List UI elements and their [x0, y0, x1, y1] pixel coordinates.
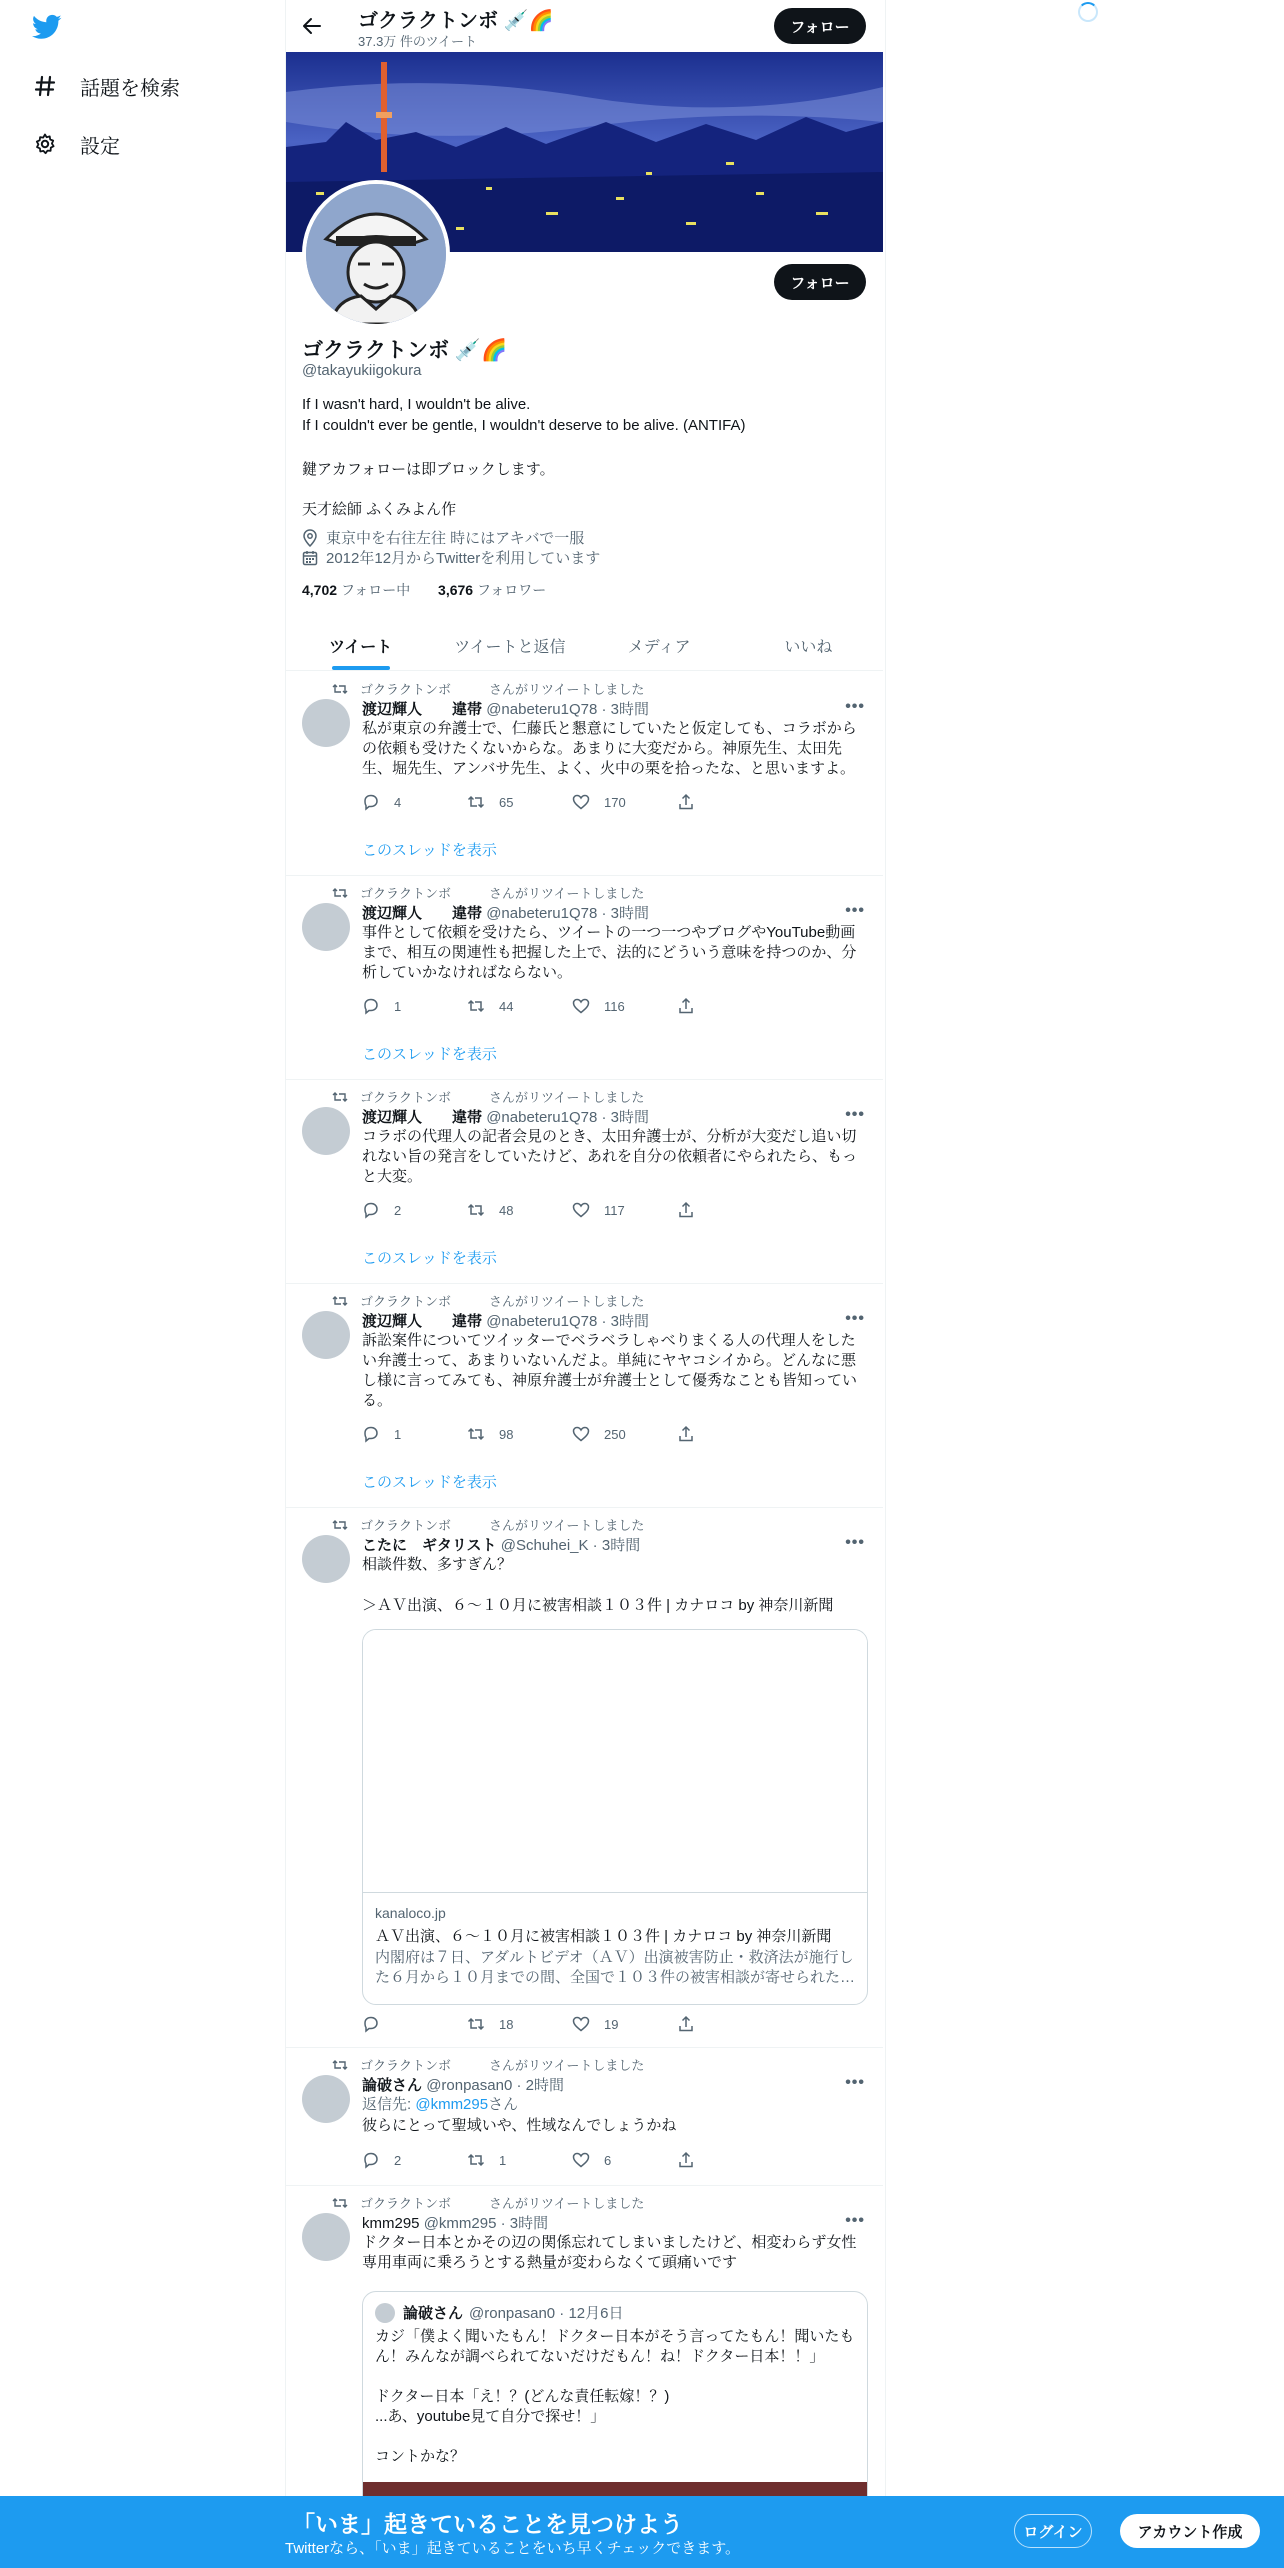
like-count: 6	[604, 2152, 612, 2168]
tweet-author-name[interactable]: kmm295	[362, 2215, 420, 2232]
tweet[interactable]	[286, 2185, 883, 2496]
retweet-suffix: さんがリツイートしました	[489, 682, 645, 697]
tweet-header	[362, 2074, 564, 2095]
more-options-icon[interactable]: •••	[845, 698, 865, 715]
like-count: 117	[604, 1202, 625, 1218]
tweet-header	[362, 2212, 548, 2233]
reply-button[interactable]	[362, 793, 467, 811]
tweet-author-handle[interactable]: @nabeteru1Q78 · 3時間	[486, 701, 649, 718]
tweet-text: 訴訟案件についてツイッターでベラベラしゃべりまくる人の代理人をしたい弁護士って、あまりいないんだよ。単純にヤヤコシイから。どんなに悪し様に言ってみても、神原弁護士が弁護士として優秀なことも皆知っている。	[362, 1332, 858, 1409]
tweet-actions	[362, 793, 782, 811]
loading-spinner-icon	[1078, 2, 1098, 22]
more-options-icon[interactable]: •••	[845, 2074, 865, 2091]
more-options-icon[interactable]: •••	[845, 1534, 865, 1551]
hashtag-icon	[30, 71, 60, 101]
tweet-actions	[362, 997, 782, 1015]
reply-button[interactable]	[362, 1201, 467, 1219]
tweet-actions	[362, 1201, 782, 1219]
tweet-header	[362, 1534, 640, 1555]
nav-settings[interactable]	[30, 124, 120, 164]
retweet-icon	[332, 2195, 348, 2211]
heart-icon	[572, 2151, 590, 2169]
profile-joined	[302, 547, 600, 568]
avatar[interactable]	[302, 1311, 350, 1359]
reply-icon	[362, 997, 380, 1015]
retweet-count: 18	[499, 2016, 514, 2032]
tweet-text: 私が東京の弁護士で、仁藤氏と懇意にしていたと仮定しても、コラボからの依頼も受けたくないからな。あまりに大変だから。神原先生、太田先生、堀先生、アンバサ先生、よく、火中の栗を拾ったな、と思いますよ。	[362, 720, 857, 777]
show-thread-link[interactable]: このスレッドを表示	[362, 1046, 497, 1063]
link-card-description: 内閣府は７日、アダルトビデオ（ＡＶ）出演被害防止・救済法が施行した６月から１０月までの間、全国で１０３件の被害相談が寄せられた…	[375, 1949, 855, 1986]
tweet-header	[362, 1106, 649, 1127]
back-arrow-icon[interactable]	[300, 14, 324, 38]
tweet[interactable]	[286, 671, 883, 876]
reply-context	[362, 2095, 862, 2115]
avatar[interactable]	[302, 2213, 350, 2261]
signup-banner-subtitle: Twitterなら、「いま」起きていることをいち早くチェックできます。	[285, 2540, 741, 2557]
share-button[interactable]	[677, 997, 782, 1015]
retweet-icon	[332, 1089, 348, 1105]
twitter-logo-icon[interactable]	[30, 12, 68, 46]
location-pin-icon	[302, 529, 320, 547]
share-button[interactable]	[677, 2151, 782, 2169]
tweet[interactable]	[286, 1507, 883, 2048]
show-thread-link[interactable]: このスレッドを表示	[362, 1474, 497, 1491]
retweet-context	[332, 1291, 644, 1310]
tweet-author-handle[interactable]: @Schuhei_K · 3時間	[500, 1537, 641, 1554]
reply-icon	[362, 2015, 380, 2033]
avatar[interactable]	[302, 903, 350, 951]
reply-icon	[362, 1425, 380, 1443]
tweet-text: コラボの代理人の記者会見のとき、太田弁護士が、分析が大変だし追い切れない旨の発言をしていたけど、あれを自分の依頼者にやられたら、もっと大変。	[362, 1128, 858, 1185]
heart-icon	[572, 1201, 590, 1219]
profile-avatar[interactable]	[302, 180, 450, 328]
tweet-author-handle[interactable]: @nabeteru1Q78 · 3時間	[486, 1109, 649, 1126]
retweet-suffix: さんがリツイートしました	[489, 886, 645, 901]
more-options-icon[interactable]: •••	[845, 1106, 865, 1123]
heart-icon	[572, 793, 590, 811]
link-card[interactable]	[362, 1629, 868, 2005]
retweet-icon	[332, 2057, 348, 2073]
calendar-icon	[302, 549, 320, 567]
profile-bio-line-2: If I couldn't ever be gentle, I wouldn't deserve to be alive. (ANTIFA)	[302, 417, 746, 434]
share-icon	[677, 1201, 695, 1219]
more-options-icon[interactable]: •••	[845, 1310, 865, 1327]
reply-icon	[362, 1201, 380, 1219]
retweet-icon	[467, 793, 485, 811]
tweet[interactable]	[286, 2047, 883, 2186]
retweeter-name[interactable]: ゴクラクトンボ	[360, 682, 452, 697]
tweet-author-name[interactable]: 渡辺輝人 違帯	[362, 1313, 483, 1330]
tweet-author-name[interactable]: 渡辺輝人 違帯	[362, 1109, 483, 1126]
tweet-text: 彼らにとって聖域いや、性域なんでしょうかね	[362, 2117, 677, 2134]
profile-tabs	[286, 620, 883, 671]
avatar[interactable]	[302, 1535, 350, 1583]
tweet-author-name[interactable]: 渡辺輝人 違帯	[362, 701, 483, 718]
quoted-tweet[interactable]	[362, 2291, 868, 2513]
retweet-icon	[467, 2151, 485, 2169]
nav-explore-label: 話題を検索	[80, 77, 180, 100]
retweet-icon	[467, 2015, 485, 2033]
tweet-text: ドクター日本とかその辺の関係忘れてしまいましたけど、相変わらず女性専用車両に乗ろうとする熱量が変わらなくて頭痛いです	[362, 2234, 857, 2271]
nav-settings-label: 設定	[80, 135, 120, 158]
retweet-button[interactable]	[467, 2151, 572, 2169]
signup-button[interactable]: アカウント作成	[1120, 2514, 1260, 2548]
like-button[interactable]	[572, 2151, 677, 2169]
tweet[interactable]	[286, 1283, 883, 1508]
like-button[interactable]	[572, 1425, 677, 1443]
retweet-count: 65	[499, 794, 514, 810]
retweet-context	[332, 883, 644, 902]
quoted-text-line: カジ「僕よく聞いたもん！ドクター日本がそう言ってたもん！聞いたもん！みんなが調べられてないだけだもん！ね！ドクター日本！！」	[375, 2328, 855, 2365]
reply-prefix: 返信先:	[362, 2096, 416, 2113]
reply-to-handle[interactable]: @kmm295	[415, 2096, 489, 2113]
tweet-text: 事件として依頼を受けたら、ツイートの一つ一つやブログやYouTube動画まで、相互の関連性も把握した上で、法的にどういう意味を持つのか、分析していかなければならない。	[362, 924, 857, 981]
profile-bio-line-4: 天才絵師 ふくみよん作	[302, 501, 457, 518]
retweet-icon	[467, 997, 485, 1015]
tweet-author-handle[interactable]: @nabeteru1Q78 · 3時間	[486, 905, 649, 922]
tweet-actions	[362, 2151, 782, 2169]
retweet-icon	[332, 1293, 348, 1309]
tweet-author-name[interactable]: 渡辺輝人 違帯	[362, 905, 483, 922]
tweet-header	[362, 902, 649, 923]
reply-count: 4	[394, 794, 402, 810]
profile-location-text: 東京中を右往左往 時にはアキバで一服	[326, 530, 585, 547]
tweet-author-name[interactable]: こたに ギタリスト	[362, 1537, 497, 1554]
profile-location	[302, 527, 584, 548]
retweet-icon	[467, 1201, 485, 1219]
tweet[interactable]	[286, 1079, 883, 1284]
retweet-button[interactable]	[467, 793, 572, 811]
gear-icon	[30, 129, 60, 159]
profile-name: ゴクラクトンボ 💉🌈	[302, 339, 508, 362]
share-button[interactable]	[677, 1201, 782, 1219]
retweet-context	[332, 1515, 644, 1534]
retweeter-name[interactable]: ゴクラクトンボ	[360, 1294, 452, 1309]
like-button[interactable]	[572, 997, 677, 1015]
retweeter-name[interactable]: ゴクラクトンボ	[360, 1518, 452, 1533]
like-button[interactable]	[572, 2015, 677, 2033]
tweet-text: 相談件数、多すぎん？	[362, 1556, 513, 1573]
header-follow-button[interactable]: フォロー	[774, 8, 866, 44]
following-label: フォロー中	[340, 582, 411, 598]
reply-button[interactable]	[362, 1425, 467, 1443]
retweet-suffix: さんがリツイートしました	[489, 1090, 645, 1105]
show-thread-link[interactable]: このスレッドを表示	[362, 1250, 497, 1267]
retweet-button[interactable]	[467, 997, 572, 1015]
header-tweet-count: 37.3万 件のツイート	[358, 34, 478, 49]
share-icon	[677, 793, 695, 811]
profile-handle: @takayukiigokura	[302, 362, 422, 379]
reply-button[interactable]	[362, 997, 467, 1015]
reply-button[interactable]	[362, 2151, 467, 2169]
like-count: 116	[604, 998, 625, 1014]
retweet-context	[332, 679, 644, 698]
avatar[interactable]	[302, 1107, 350, 1155]
share-icon	[677, 997, 695, 1015]
avatar[interactable]	[302, 2075, 350, 2123]
retweet-button[interactable]	[467, 2015, 572, 2033]
signup-banner-title: 「いま」起きていることを見つけよう	[292, 2511, 683, 2537]
show-thread-link[interactable]: このスレッドを表示	[362, 842, 497, 859]
share-button[interactable]	[677, 793, 782, 811]
retweet-suffix: さんがリツイートしました	[489, 1294, 645, 1309]
tweet-text-quote-line: ＞ＡＶ出演、６〜１０月に被害相談１０３件 | カナロコ by 神奈川新聞	[362, 1597, 834, 1614]
retweet-count: 48	[499, 1202, 514, 1218]
more-options-icon[interactable]: •••	[845, 2212, 865, 2229]
retweet-icon	[332, 681, 348, 697]
like-button[interactable]	[572, 1201, 677, 1219]
reply-count: 1	[394, 1426, 402, 1442]
like-count: 250	[604, 1426, 626, 1442]
quoted-text-line: コントかな？	[375, 2448, 466, 2465]
retweeter-name[interactable]: ゴクラクトンボ	[360, 2196, 452, 2211]
quoted-author-name: 論破さん	[403, 2305, 464, 2322]
tweet-author-handle[interactable]: @ronpasan0 · 2時間	[426, 2077, 564, 2094]
tweet-header	[362, 698, 649, 719]
quoted-avatar	[375, 2303, 395, 2323]
profile-follow-button[interactable]: フォロー	[774, 264, 866, 300]
retweet-suffix: さんがリツイートしました	[489, 2196, 645, 2211]
share-button[interactable]	[677, 2015, 782, 2033]
retweeter-name[interactable]: ゴクラクトンボ	[360, 886, 452, 901]
following-count: 4,702	[302, 582, 338, 598]
share-icon	[677, 2015, 695, 2033]
tweet-author-handle[interactable]: @nabeteru1Q78 · 3時間	[486, 1313, 649, 1330]
reply-icon	[362, 793, 380, 811]
tweet-actions	[362, 2015, 782, 2033]
link-card-image	[363, 1630, 867, 1893]
profile-bio-line-3: 鍵アカフォローは即ブロックします。	[302, 461, 555, 478]
reply-count: 1	[394, 998, 402, 1014]
nav-explore[interactable]	[30, 66, 180, 106]
heart-icon	[572, 2015, 590, 2033]
retweet-count: 44	[499, 998, 514, 1014]
tab-tweets-and-replies[interactable]: ツイートと返信	[454, 638, 566, 656]
heart-icon	[572, 1425, 590, 1443]
retweet-context	[332, 2055, 644, 2074]
tweet-author-handle[interactable]: @kmm295 · 3時間	[423, 2215, 549, 2232]
avatar[interactable]	[302, 699, 350, 747]
like-count: 170	[604, 794, 626, 810]
retweet-button[interactable]	[467, 1201, 572, 1219]
retweet-icon	[332, 885, 348, 901]
retweet-suffix: さんがリツイートしました	[489, 2058, 645, 2073]
header-profile-name: ゴクラクトンボ 💉🌈	[358, 10, 554, 32]
retweet-count: 98	[499, 1426, 514, 1442]
profile-follow-stats	[302, 580, 546, 600]
heart-icon	[572, 997, 590, 1015]
tweet-header	[362, 1310, 649, 1331]
retweeter-name[interactable]: ゴクラクトンボ	[360, 2058, 452, 2073]
share-button[interactable]	[677, 1425, 782, 1443]
login-button[interactable]: ログイン	[1014, 2514, 1092, 2548]
profile-bio-line-1: If I wasn't hard, I wouldn't be alive.	[302, 396, 531, 413]
quoted-text-line: ...あ、youtube見て自分で探せ！」	[375, 2408, 606, 2425]
profile-joined-text: 2012年12月からTwitterを利用しています	[326, 550, 601, 567]
retweet-suffix: さんがリツイートしました	[489, 1518, 645, 1533]
tweet-author-name[interactable]: 論破さん	[362, 2077, 423, 2094]
reply-suffix: さん	[488, 2096, 519, 2113]
share-icon	[677, 2151, 695, 2169]
retweet-button[interactable]	[467, 1425, 572, 1443]
reply-count: 2	[394, 2152, 402, 2168]
like-count: 19	[604, 2016, 619, 2032]
tweet-actions	[362, 1425, 782, 1443]
following-link[interactable]	[302, 582, 410, 598]
tab-likes[interactable]: いいね	[784, 638, 833, 656]
retweet-count: 1	[499, 2152, 507, 2168]
like-button[interactable]	[572, 793, 677, 811]
link-card-domain: kanaloco.jp	[375, 1905, 446, 1921]
tab-media[interactable]: メディア	[627, 638, 691, 656]
retweet-context	[332, 1087, 644, 1106]
quoted-author-handle: @ronpasan0 · 12月6日	[469, 2305, 624, 2322]
quoted-text-line: ドクター日本「え！？(どんな責任転嫁！？)	[375, 2388, 670, 2405]
followers-label: フォロワー	[476, 582, 547, 598]
tab-tweets[interactable]: ツイート	[286, 620, 435, 670]
share-icon	[677, 1425, 695, 1443]
link-card-title: ＡＶ出演、６〜１０月に被害相談１０３件 | カナロコ by 神奈川新聞	[375, 1928, 832, 1945]
retweet-icon	[332, 1517, 348, 1533]
retweet-icon	[467, 1425, 485, 1443]
reply-button[interactable]	[362, 2015, 467, 2033]
followers-link[interactable]	[438, 582, 546, 598]
reply-icon	[362, 2151, 380, 2169]
retweet-context	[332, 2193, 644, 2212]
retweeter-name[interactable]: ゴクラクトンボ	[360, 1090, 452, 1105]
reply-count: 2	[394, 1202, 402, 1218]
followers-count: 3,676	[438, 582, 474, 598]
more-options-icon[interactable]: •••	[845, 902, 865, 919]
tweet[interactable]	[286, 875, 883, 1080]
